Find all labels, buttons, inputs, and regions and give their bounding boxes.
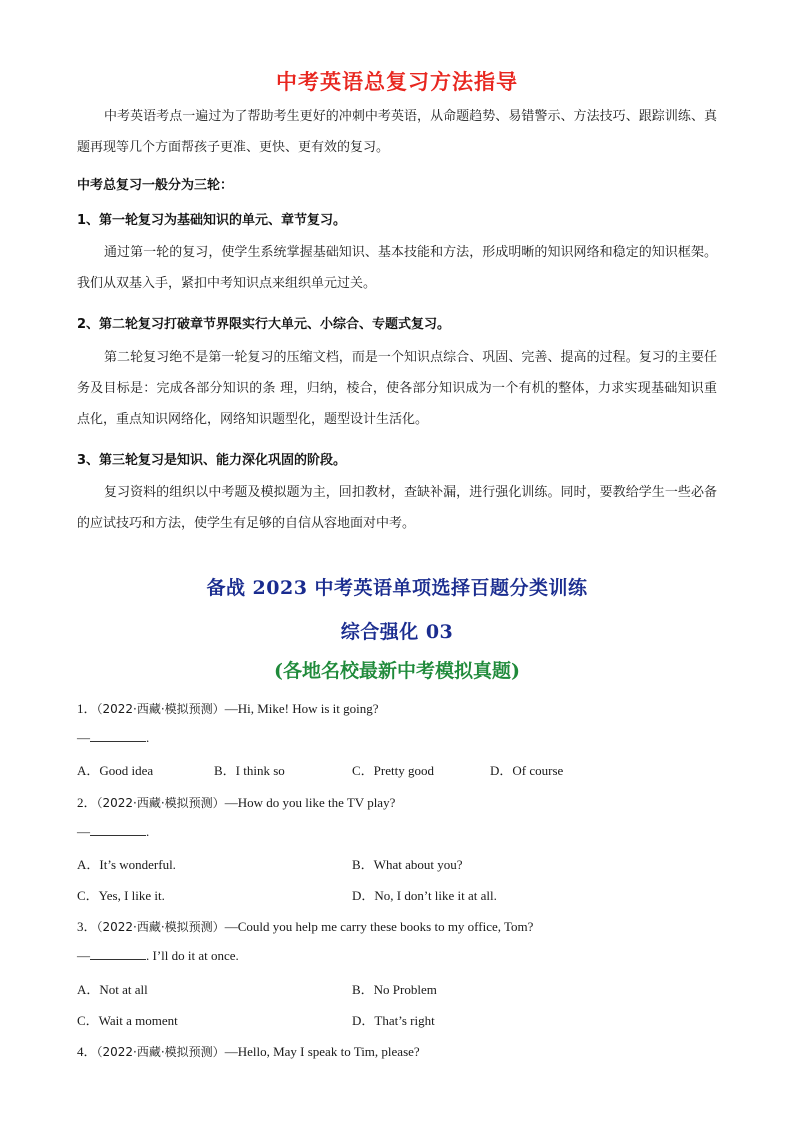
question-3	[77, 916, 533, 935]
question-number: 2．	[77, 795, 97, 810]
question-stem: —Hello, May I speak to Tim, please?	[224, 1044, 420, 1059]
question-number: 4．	[77, 1044, 97, 1059]
question-source: （2022·西藏·模拟预测）	[96, 796, 225, 810]
answer-blank[interactable]	[90, 947, 146, 960]
exercise-subtitle: 综合强化 03	[340, 621, 454, 643]
question-number: 1．	[77, 701, 97, 716]
question-number: 3．	[77, 919, 97, 934]
option-b[interactable]: B．What about you?	[352, 857, 463, 872]
question-1	[77, 698, 379, 717]
option-a[interactable]: A．Not at all	[77, 982, 148, 997]
option-b[interactable]: B．I think so	[214, 763, 285, 778]
round2-text: 第二轮复习绝不是第一轮复习的压缩文档，而是一个知识点综合、巩固、完善、提高的过程。复习的主要任务及目标是：完成各部分知识的条 理，归纳，棱合，使各部分知识成为一个有机的整体，力求实现基础知识重点化，重点知识网络化，网络知识题型化，题型设计生活化。	[77, 350, 717, 427]
option-d[interactable]: D．That’s right	[352, 1013, 435, 1028]
answer-line-3: — . I’ll do it at once.	[77, 948, 239, 963]
guide-title: 中考英语总复习方法指导	[276, 70, 518, 94]
round1-text: 通过第一轮的复习，使学生系统掌握基础知识、基本技能和方法，形成明晰的知识网络和稳定的知识框架。我们从双基入手，紧扣中考知识点来组织单元过关。	[77, 245, 717, 291]
round2-heading: 2、第二轮复习打破章节界限实行大单元、小综合、专题式复习。	[77, 317, 451, 332]
question-stem: —Could you help me carry these books to my office, Tom?	[224, 919, 534, 934]
option-a[interactable]: A．Good idea	[77, 763, 154, 778]
option-c[interactable]: C．Wait a moment	[77, 1013, 178, 1028]
round3-heading: 3、第三轮复习是知识、能力深化巩固的阶段。	[77, 453, 347, 468]
option-d[interactable]: D．No, I don’t like it at all.	[352, 888, 497, 903]
option-b[interactable]: B．No Problem	[352, 982, 437, 997]
answer-blank[interactable]	[90, 823, 146, 836]
exercise-source-note: (各地名校最新中考模拟真题)	[274, 660, 520, 682]
question-source: （2022·西藏·模拟预测）	[96, 1045, 225, 1059]
option-c[interactable]: C．Pretty good	[352, 763, 434, 778]
question-stem: —Hi, Mike! How is it going?	[224, 701, 379, 716]
round3-text: 复习资料的组织以中考题及模拟题为主，回扣教材，查缺补漏，进行强化训练。同时，要教给学生一些必备的应试技巧和方法，使学生有足够的自信从容地面对中考。	[77, 485, 717, 531]
question-source: （2022·西藏·模拟预测）	[96, 920, 225, 934]
guide-intro: 中考英语考点一遍过为了帮助考生更好的冲刺中考英语，从命题趋势、易错警示、方法技巧、跟踪训练、真题再现等几个方面帮孩子更准、更快、更有效的复习。	[77, 109, 717, 155]
option-a[interactable]: A．It’s wonderful.	[77, 857, 176, 872]
option-c[interactable]: C．Yes, I like it.	[77, 888, 165, 903]
option-d[interactable]: D．Of course	[490, 763, 564, 778]
answer-line-2: — .	[77, 824, 150, 839]
round1-heading: 1、第一轮复习为基础知识的单元、章节复习。	[77, 213, 347, 228]
question-4	[77, 1041, 420, 1060]
question-stem: —How do you like the TV play?	[224, 795, 396, 810]
answer-line-1: — .	[77, 730, 150, 745]
question-source: （2022·西藏·模拟预测）	[96, 702, 225, 716]
rounds-heading: 中考总复习一般分为三轮：	[77, 178, 234, 193]
question-2	[77, 792, 395, 811]
exercise-title: 备战 2023 中考英语单项选择百题分类训练	[206, 577, 588, 599]
answer-blank[interactable]	[90, 729, 146, 742]
